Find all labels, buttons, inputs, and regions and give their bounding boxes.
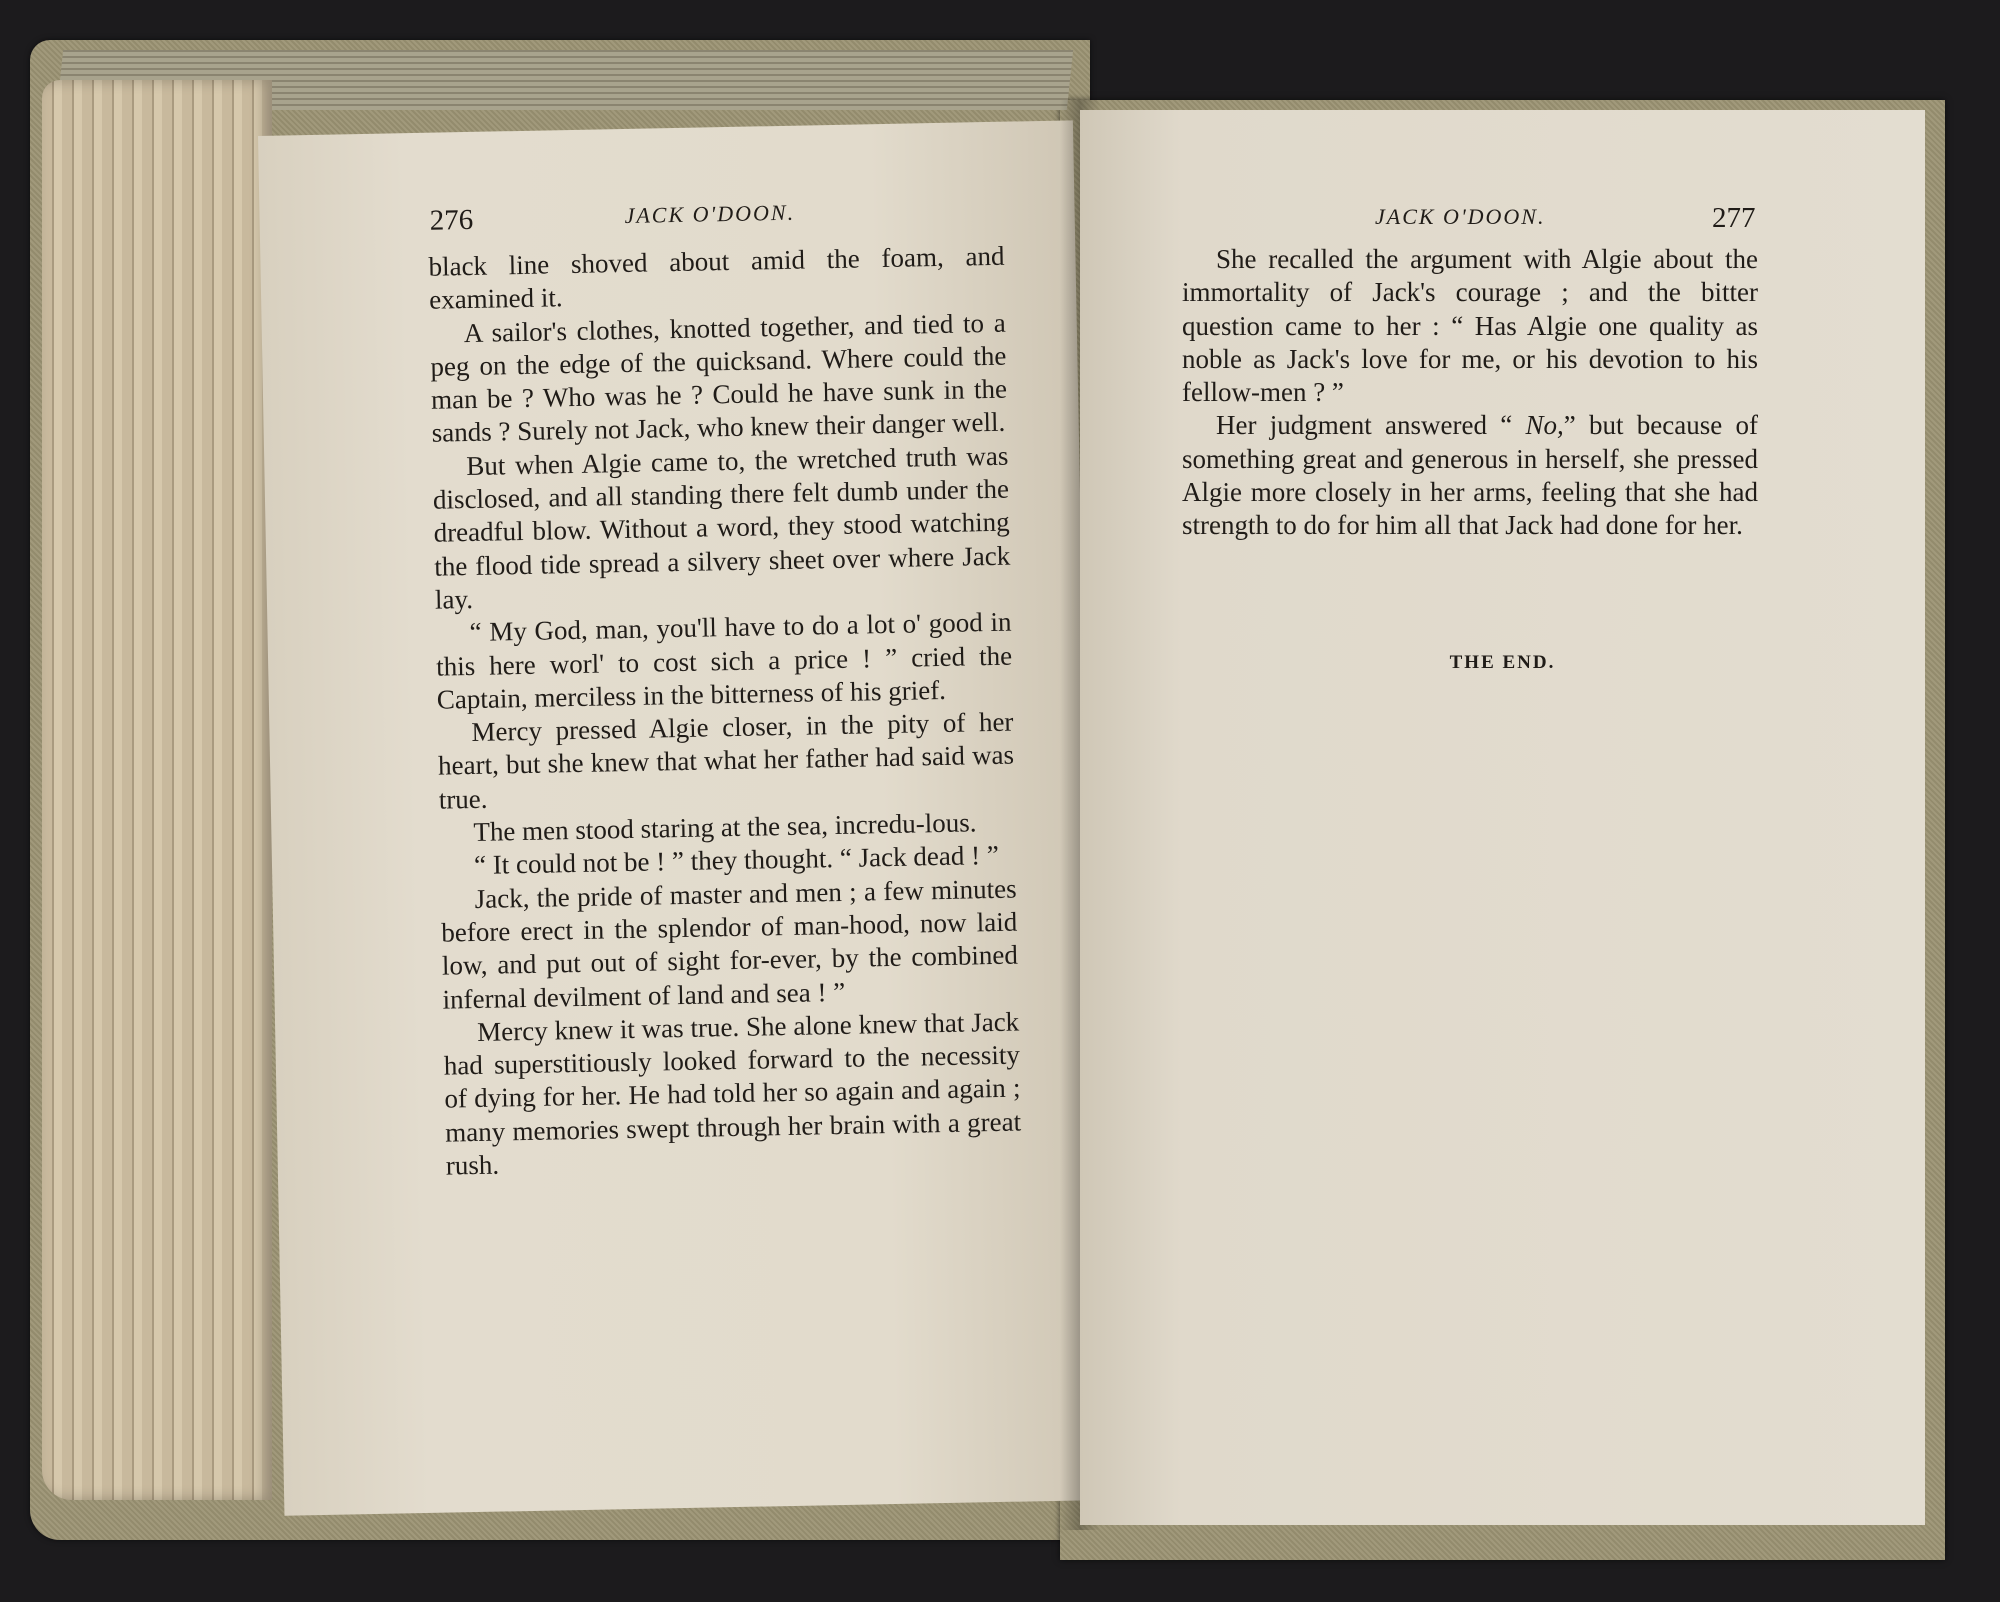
paragraph: Mercy pressed Algie closer, in the pity of her heart, but she knew that what her father had said was true.: [437, 706, 1015, 815]
paragraph: A sailor's clothes, knotted together, and tied to a peg on the edge of the quicksand. Where could the man be ? Who was he ? Could he have sunk in the sands ? Surely not Jack, who knew their danger well.: [430, 307, 1008, 449]
right-page-header: [1080, 202, 1925, 242]
running-head: JACK O'DOON.: [624, 199, 796, 228]
left-page-header: [259, 192, 1075, 248]
page-number: 277: [1712, 202, 1756, 234]
paragraph: But when Algie came to, the wretched truth was disclosed, and all standing there felt dumb under the dreadful blow. Without a word, they stood watching the flood tide spread a silvery sheet over where Jack lay.: [432, 440, 1011, 615]
paragraph: [1182, 409, 1758, 542]
paragraph-text: ” but because of something great and generous in herself, she pressed Algie more closely in her arms, feeling that she had strength to do for him all that Jack had done for her.: [1182, 410, 1758, 541]
right-page-body: [1182, 243, 1758, 543]
paragraph: Mercy knew it was true. She alone knew that Jack had superstitiously looked forward to the necessity of dying for her. He had told her so again and again ; many memories swept through her brain with a great rush.: [443, 1006, 1022, 1181]
page-number: 276: [429, 203, 474, 237]
paragraph: “ It could not be ! ” they thought. “ Jack dead ! ”: [473, 840, 1000, 881]
paragraph: She recalled the argument with Algie about the immortality of Jack's courage ; and the bitter question came to her : “ Has Algie one quality as noble as Jack's love for me, or his devotion to his fellow-men ? ”: [1182, 244, 1758, 408]
italic-word: No,: [1525, 410, 1564, 441]
page-block-fore-edge: [42, 80, 272, 1500]
left-page-body: [428, 240, 1022, 1183]
left-page: [258, 120, 1099, 1515]
the-end-label: THE END.: [1449, 652, 1556, 673]
paragraph: The men stood staring at the sea, incredu-lous.: [473, 807, 977, 848]
running-head: JACK O'DOON.: [1375, 204, 1546, 229]
paragraph-text: Her judgment answered “: [1216, 410, 1526, 441]
paragraph: “ My God, man, you'll have to do a lot o' good in this here worl' to cost sich a price ! ” cried the Captain, merciless in the bitterness of his grief.: [435, 606, 1013, 715]
paragraph: black line shoved about amid the foam, and examined it.: [428, 240, 1005, 316]
paragraph: Jack, the pride of master and men ; a few minutes before erect in the splendor of man-hood, now laid low, and put out of sight for-ever, by the combined infernal devilment of land and sea ! ”: [441, 873, 1019, 1015]
right-page: [1080, 110, 1925, 1525]
